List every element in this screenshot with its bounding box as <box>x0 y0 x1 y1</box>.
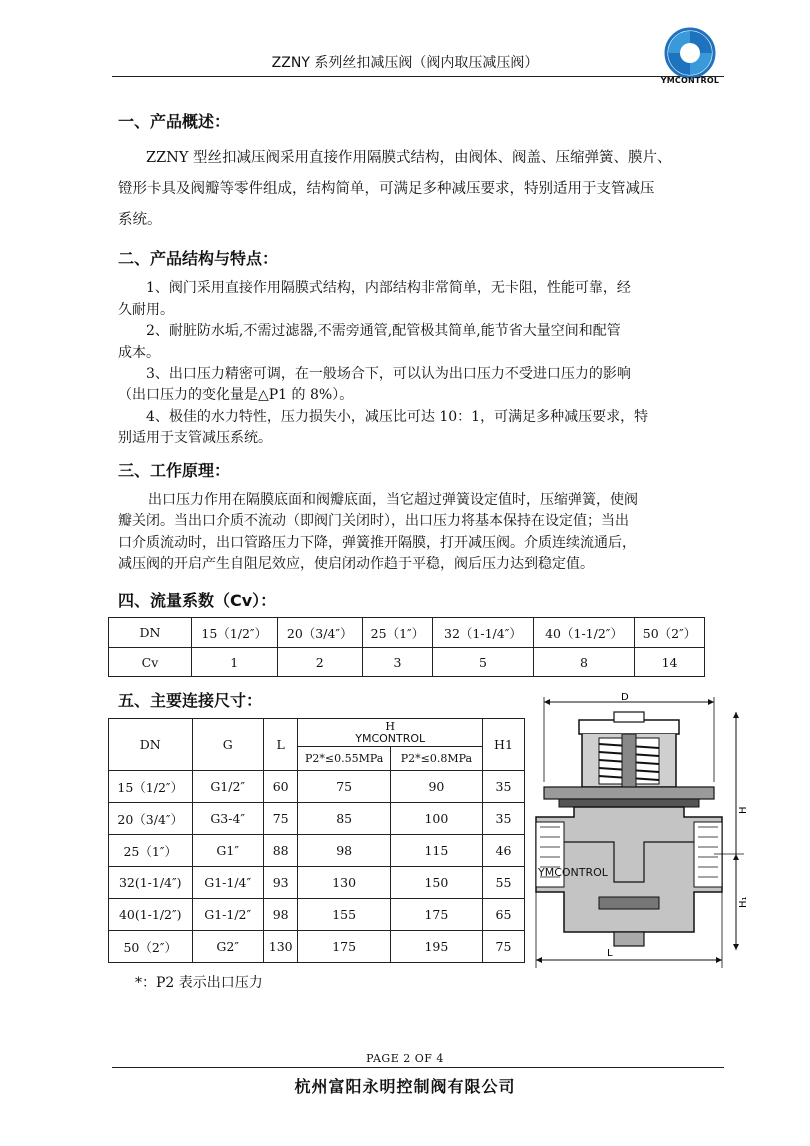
dim-label-d: D <box>621 692 629 703</box>
dim-head-h <box>298 719 483 747</box>
feature-line-7: 4、极佳的水力特性，压力损失小，减压比可达 10：1，可满足多种减压要求，特 <box>146 409 649 425</box>
dim-cell: 98 <box>263 899 298 931</box>
dim-head-dn: DN <box>109 719 193 771</box>
dim-cell: 65 <box>482 899 524 931</box>
section-heading-features: 二、产品结构与特点： <box>118 249 279 268</box>
table-row <box>109 867 525 899</box>
dim-cell: 20（3/4″） <box>109 803 193 835</box>
dim-cell: 150 <box>390 867 482 899</box>
dim-cell: 40(1-1/2″) <box>109 899 193 931</box>
cv-cell: 20（3/4″） <box>277 618 363 648</box>
overview-line-1: ZZNY 型丝扣减压阀采用直接作用隔膜式结构，由阀体、阀盖、压缩弹簧、膜片、 <box>146 150 672 166</box>
dim-head-g: G <box>192 719 263 771</box>
section-heading-overview: 一、产品概述： <box>118 112 231 131</box>
cv-cell: Cv <box>109 648 192 677</box>
dimensions-table <box>108 718 525 963</box>
dim-cell: 195 <box>390 931 482 963</box>
dim-head-h-sub2: P2*≤0.8MPa <box>390 747 482 771</box>
dim-cell: 98 <box>298 835 390 867</box>
table-row <box>109 899 525 931</box>
dim-cell: 175 <box>298 931 390 963</box>
dim-cell: 93 <box>263 867 298 899</box>
cv-table <box>108 617 705 677</box>
cv-cell: 25（1″） <box>363 618 433 648</box>
table-row <box>109 931 525 963</box>
valve-section-diagram <box>504 692 754 972</box>
feature-line-2: 久耐用。 <box>118 302 174 318</box>
dim-head-h-brand: YMCONTROL <box>355 731 426 745</box>
dim-cell: 85 <box>298 803 390 835</box>
company-name: 杭州富阳永明控制阀有限公司 <box>294 1077 516 1096</box>
section-heading-cv: 四、流量系数（Cv）： <box>118 591 277 610</box>
logo-text: YMCONTROL <box>660 76 720 85</box>
section-heading-principle: 三、工作原理： <box>118 461 231 480</box>
cv-cell: 50（2″） <box>635 618 705 648</box>
dim-cell: G1″ <box>192 835 263 867</box>
cv-cell: 8 <box>533 648 634 677</box>
dim-cell: 35 <box>482 771 524 803</box>
dim-head-h-label: H <box>385 719 395 733</box>
dim-header-row <box>109 719 525 747</box>
dim-label-h1: H₁ <box>738 896 749 908</box>
dim-cell: 75 <box>263 803 298 835</box>
dim-label-l: L <box>607 948 613 959</box>
dim-cell: 88 <box>263 835 298 867</box>
dim-cell: G2″ <box>192 931 263 963</box>
dim-cell: 130 <box>263 931 298 963</box>
cv-cell: 1 <box>192 648 278 677</box>
dim-head-h-sub1: P2*≤0.55MPa <box>298 747 390 771</box>
dim-cell: 155 <box>298 899 390 931</box>
page-number: PAGE 2 OF 4 <box>366 1052 444 1065</box>
dim-cell: 115 <box>390 835 482 867</box>
dimensions-note: *：P2 表示出口压力 <box>135 975 263 991</box>
cv-cell: 40（1-1/2″） <box>533 618 634 648</box>
cv-cell: DN <box>109 618 192 648</box>
table-row <box>109 771 525 803</box>
dim-cell: 35 <box>482 803 524 835</box>
cv-cell: 15（1/2″） <box>192 618 278 648</box>
dim-cell: 130 <box>298 867 390 899</box>
principle-line-3: 口介质流动时，出口管路压力下降，弹簧推开隔膜，打开减压阀。介质连续流通后， <box>118 535 636 551</box>
feature-line-3: 2、耐脏防水垢,不需过滤器,不需旁通管,配管极其简单,能节省大量空间和配管 <box>146 323 621 339</box>
dim-cell: 90 <box>390 771 482 803</box>
principle-line-1: 出口压力作用在隔膜底面和阀瓣底面，当它超过弹簧设定值时，压缩弹簧，使阀 <box>148 492 638 508</box>
overview-line-2: 镫形卡具及阀瓣等零件组成，结构简单，可满足多种减压要求，特别适用于支管减压 <box>118 181 655 197</box>
dim-cell: G3-4″ <box>192 803 263 835</box>
feature-line-1: 1、阀门采用直接作用隔膜式结构，内部结构非常简单，无卡阻，性能可靠，经 <box>146 280 631 296</box>
principle-line-2: 瓣关闭。当出口介质不流动（即阀门关闭时），出口压力将基本保持在设定值；当出 <box>118 513 629 529</box>
feature-line-6: （出口压力的变化量是△P1 的 8%）。 <box>118 387 354 403</box>
diagram-brand: YMCONTROL <box>538 866 608 879</box>
dim-cell: G1/2″ <box>192 771 263 803</box>
dim-label-h: H <box>738 806 749 814</box>
dim-cell: 60 <box>263 771 298 803</box>
dim-cell: 100 <box>390 803 482 835</box>
dim-cell: 25（1″） <box>109 835 193 867</box>
cv-cell: 2 <box>277 648 363 677</box>
feature-line-8: 别适用于支管减压系统。 <box>118 430 272 446</box>
cv-table-row-dn <box>109 618 705 648</box>
header-rule <box>112 76 724 77</box>
cv-cell: 32（1-1/4″） <box>432 618 533 648</box>
feature-line-4: 成本。 <box>118 345 160 361</box>
dim-cell: 46 <box>482 835 524 867</box>
principle-line-4: 减压阀的开启产生自阻尼效应，使启闭动作趋于平稳，阀后压力达到稳定值。 <box>118 556 594 572</box>
overview-line-3: 系统。 <box>118 212 162 228</box>
dim-cell: 55 <box>482 867 524 899</box>
cv-cell: 14 <box>635 648 705 677</box>
cv-cell: 5 <box>432 648 533 677</box>
footer-rule <box>112 1067 724 1068</box>
dim-cell: 75 <box>298 771 390 803</box>
section-heading-dimensions: 五、主要连接尺寸： <box>118 691 263 710</box>
dim-cell: 15（1/2″） <box>109 771 193 803</box>
feature-line-5: 3、出口压力精密可调，在一般场合下，可以认为出口压力不受进口压力的影响 <box>146 366 631 382</box>
table-row <box>109 835 525 867</box>
cv-cell: 3 <box>363 648 433 677</box>
page-header-title: ZZNY 系列丝扣减压阀（阀内取压减压阀） <box>271 55 539 71</box>
dim-cell: 50（2″） <box>109 931 193 963</box>
table-row <box>109 803 525 835</box>
dim-cell: 75 <box>482 931 524 963</box>
dim-head-l: L <box>263 719 298 771</box>
dim-cell: G1-1/2″ <box>192 899 263 931</box>
cv-table-row-cv <box>109 648 705 677</box>
dim-cell: 175 <box>390 899 482 931</box>
dim-cell: G1-1/4″ <box>192 867 263 899</box>
dim-head-h1: H1 <box>482 719 524 771</box>
dim-cell: 32(1-1/4″) <box>109 867 193 899</box>
